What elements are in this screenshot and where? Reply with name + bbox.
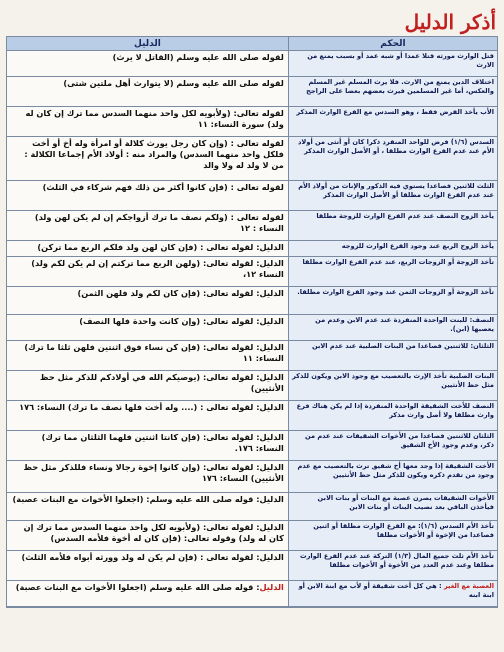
ruling-text: يأخذ الزوج الربع عند وجود الفرع الوارث للزوجه	[341, 242, 494, 250]
ruling-cell	[288, 181, 497, 210]
ruling-cell	[288, 107, 497, 136]
table-row	[7, 341, 497, 371]
evidence-text: الدليل: لقوله تعالى: (فإن كان لكم ولد فلهن الثمن)	[77, 288, 284, 298]
evidence-heading: الدليل	[259, 582, 284, 592]
evidence-cell	[7, 287, 288, 314]
ruling-cell	[288, 315, 497, 340]
ruling-cell	[288, 493, 497, 520]
evidence-text: الدليل: لقوله تعالى: (فإن كن نساء فوق اثنتين فلهن ثلثا ما ترك) النساء: ١١	[24, 342, 284, 363]
ruling-cell	[288, 137, 497, 180]
evidence-cell	[7, 181, 288, 210]
ruling-text: اختلاف الدين يمنع من الارث. فلا يرث المسلم غير المسلم والعكس، أما غير المسلمين فيرث بعضهم بعضا على الراجح	[306, 78, 494, 95]
ruling-cell	[288, 371, 497, 400]
evidence-text: الدليل: قوله صلى الله عليه وسلم: (اجعلوا الأخوات مع البنات عصبة)	[12, 494, 284, 504]
ruling-text: تأخذ الزوجة أو الزوجات الربع، عند عدم الفرع الوارث مطلقا	[302, 258, 494, 266]
table-row	[7, 581, 497, 607]
table-row	[7, 107, 497, 137]
evidence-cell	[7, 341, 288, 370]
table-row	[7, 431, 497, 461]
evidence-text: لقوله تعالى : (فإن كانوا أكثر من ذلك فهم شركاء في الثلث)	[42, 182, 284, 192]
ruling-text: النصف: للبنت الواحدة المنفردة عند عدم الابن وعدم من يعصبها (ابن).	[315, 316, 494, 333]
table-row	[7, 521, 497, 551]
ruling-text: السدس (١/٦) فرض للواحد المنفرد ذكرا كان أو أنثى من أولاد الأم عند عدم الفرع الوارث مطلقا ، أو الأصل الوارث المذكر	[298, 138, 494, 155]
ruling-cell	[288, 77, 497, 106]
evidence-text: الدليل: لقوله تعالى: (يوصيكم الله في أولادكم للذكر مثل حظ الأنثيين)	[40, 372, 284, 393]
ruling-cell	[288, 241, 497, 256]
evidence-text: الدليل: لقوله تعالى: (وإن كانوا إخوة رجالا ونساء فللذكر مثل حظ الأنثيين) النساء: ١٧٦	[23, 462, 284, 483]
ruling-cell	[288, 51, 497, 76]
ruling-cell	[288, 287, 497, 314]
evidence-text: لقوله صلى الله عليه وسلم (لا يتوارث أهل ملتين شتى)	[63, 78, 284, 88]
evidence-text: الدليل: لقوله تعالى: (وإن كانت واحدة فلها النصف)	[79, 316, 284, 326]
table-row	[7, 551, 497, 581]
evidence-cell	[7, 401, 288, 430]
table-row	[7, 371, 497, 401]
ruling-text: الأخت الشقيقة إذا وجد معها أخ شقيق ترث بالتعصيب مع عدم وجود من تقدم ذكره ويكون للذكر مثل حظ الأنثيين	[297, 462, 494, 479]
table-row	[7, 211, 497, 241]
table-row	[7, 315, 497, 341]
table-row	[7, 461, 497, 493]
ruling-cell	[288, 211, 497, 240]
ruling-cell	[288, 581, 497, 606]
evidence-text: لقوله تعالى: (ولأبويه لكل واحد منهما السدس مما ترك إن كان له ولد) سورة النساء: ١١	[25, 108, 284, 129]
evidence-cell	[7, 551, 288, 580]
evidence-cell	[7, 581, 288, 606]
evidence-cell	[7, 461, 288, 492]
table-header	[7, 37, 497, 51]
evidence-text: الدليل: لقوله تعالى: (فإن كانتا اثنتين فلهما الثلثان مما ترك) النساء: ١٧٦.	[41, 432, 284, 453]
evidence-cell	[7, 493, 288, 520]
ruling-text: الأخوات الشقيقات يصرن عصبة مع البنات أو بنات الابن فيأخذن الباقي بعد نصيب البنات أو بنات الابن	[317, 494, 494, 511]
ruling-text: الثلثان: للاثنتين فصاعدا من البنات الصلبية عند عدم الابن	[311, 342, 494, 350]
ruling-cell	[288, 431, 497, 460]
evidence-cell	[7, 315, 288, 340]
evidence-text: الدليل: لقوله تعالى : (.... وله أخت فلها نصف ما ترك) النساء: ١٧٦	[19, 402, 284, 412]
ruling-cell	[288, 551, 497, 580]
evidence-cell	[7, 521, 288, 550]
table-row	[7, 257, 497, 287]
header-dalil: الدليل	[134, 39, 161, 49]
ruling-cell	[288, 521, 497, 550]
table-row	[7, 137, 497, 181]
evidence-cell	[7, 241, 288, 256]
evidence-cell	[7, 77, 288, 106]
evidence-cell	[7, 371, 288, 400]
ruling-cell	[288, 257, 497, 286]
ruling-cell	[288, 341, 497, 370]
evidence-text: لقوله تعالى : (وإن كان رجل يورث كلالة أو امرأة وله أخ أو أخت فلكل واحد منهما السدس) والمراد منه : أولاد الأم إجماعا الكلالة : من لا ولد له ولا والد	[24, 138, 284, 170]
ruling-text: تأخذ الزوجة أو الزوجات الثمن عند وجود الفرع الوارث مطلقا.	[297, 288, 494, 296]
table-row	[7, 401, 497, 431]
evidence-cell	[7, 257, 288, 286]
ruling-heading: العصبة مع الغير	[443, 582, 494, 590]
ruling-text: البنات الصلبية تأخذ الإرث بالتعصيب مع وجود الابن ويكون للذكر مثل حظ الأنثيين	[292, 372, 494, 389]
evidence-cell	[7, 211, 288, 240]
evidence-cell	[7, 431, 288, 460]
ruling-text: تأخذ الأم ثلث جميع المال (١/٣) التركة عند عدم الفرع الوارث مطلقا وعند عدم العدد من الأخوة أو الأخوات مطلقا	[299, 552, 494, 569]
evidence-cell	[7, 51, 288, 76]
ruling-text: الثلث للاثنين فصاعدا يستوي فيه الذكور والإناث من أولاد الأم عند عدم الفرع الوارث مطلقا أو الأصل الوارث المذكر	[298, 182, 494, 199]
ruling-cell	[288, 401, 497, 430]
table-row	[7, 241, 497, 257]
ruling-text: تأخذ الأم السدس (١/٦): مع الفرع الوارث مطلقا أو اثنين فصاعدا من الإخوة أو الأخوات مطلقا	[313, 522, 494, 539]
table-row	[7, 51, 497, 77]
evidence-cell	[7, 107, 288, 136]
ruling-text: الثلثان للاثنتين فصاعدا من الأخوات الشقيقات عند عدم من ذكر، وعدم وجود الأخ الشقيق	[305, 432, 494, 449]
ruling-text: قتل الوارث مورثه قتلا عمدا أو شبه عمد أو بسبب يمنع من الارث	[307, 52, 494, 69]
ruling-text: النصف للأخت الشقيقة الواحدة المنفردة إذا لم يكن هناك فرع وارث مطلقا ولا أصل وارث مذكر	[296, 402, 494, 419]
ruling-text: الأب يأخذ الفرض فقط ، وهو السدس مع الفرع الوارث المذكر	[296, 108, 494, 116]
evidence-text: الدليل: لقوله تعالى: (ولهن الربع مما تركتم إن لم يكن لكم ولد) النساء ١٢،	[31, 258, 284, 279]
ruling-text: يأخذ الزوج النصف عند عدم الفرع الوارث للزوجة مطلقا	[316, 212, 494, 220]
evidence-text: الدليل: لقوله تعالى : (فإن لم يكن له ولد وورثه أبواه فلأمه الثلث)	[21, 552, 284, 562]
evidence-text: لقوله صلى الله عليه وسلم (القاتل لا يرث)	[112, 52, 284, 62]
ruling-text: : هي كل أخت شقيقة أو لأب مع ابنة الابن أو ابنة ابنه	[298, 582, 494, 599]
evidence-text: الدليل: لقوله تعالى : (فإن كان لهن ولد فلكم الربع مما تركن)	[37, 242, 284, 252]
evidence-text: الدليل: لقوله تعالى: (ولأبويه لكل واحد منهما السدس مما ترك إن كان له ولد) وقوله تعالى: (فإن كان له أخوة فلأمه السدس)	[23, 522, 284, 543]
header-hukm: الحكم	[288, 37, 497, 50]
evidence-text: لقوله تعالى : (ولكم نصف ما ترك أزواجكم إن لم يكن لهن ولد) النساء : ١٢	[34, 212, 284, 233]
page-title: أذكر الدليل	[404, 10, 496, 34]
rulings-table	[6, 36, 498, 608]
table-row	[7, 181, 497, 211]
table-row	[7, 77, 497, 107]
ruling-cell	[288, 461, 497, 492]
evidence-text: : قوله صلى الله عليه وسلم (اجعلوا الأخوات مع البنات عصبة)	[15, 582, 260, 592]
evidence-cell	[7, 137, 288, 180]
table-row	[7, 493, 497, 521]
table-row	[7, 287, 497, 315]
